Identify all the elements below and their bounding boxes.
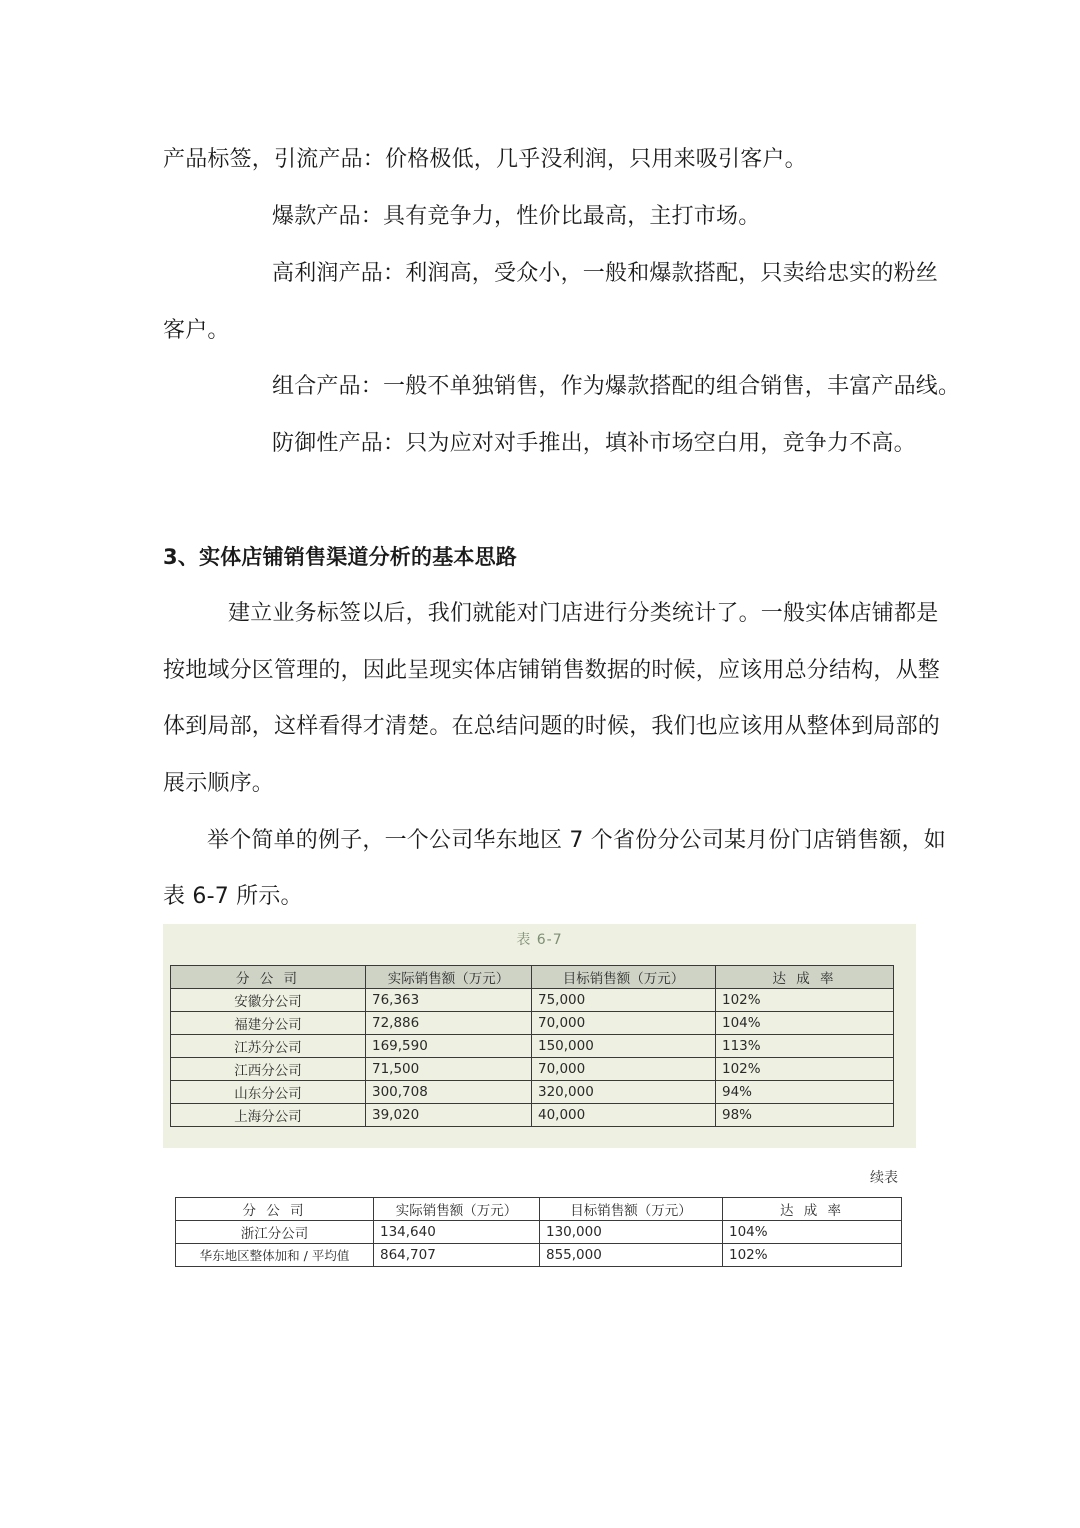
cell-actual: 72,886 [366, 1012, 532, 1035]
cell-branch: 安徽分公司 [171, 989, 366, 1012]
cell-target: 130,000 [540, 1221, 723, 1244]
paragraph-high-profit-product-cont: 客户。 [163, 318, 230, 343]
cell-target: 320,000 [532, 1081, 716, 1104]
header-actual-sales: 实际销售额（万元） [374, 1198, 540, 1221]
cell-target: 70,000 [532, 1058, 716, 1081]
paragraph-defensive-product: 防御性产品：只为应对对手推出，填补市场空白用，竞争力不高。 [272, 431, 916, 456]
cell-actual: 71,500 [366, 1058, 532, 1081]
cell-actual: 864,707 [374, 1244, 540, 1267]
header-branch: 分 公 司 [176, 1198, 374, 1221]
cell-target: 150,000 [532, 1035, 716, 1058]
cell-branch: 上海分公司 [171, 1104, 366, 1127]
section-paragraph-line-2: 按地域分区管理的，因此呈现实体店铺销售数据的时候，应该用总分结构，从整 [163, 658, 941, 683]
table-caption: 表 6-7 [516, 932, 563, 948]
continued-table-label: 续表 [870, 1170, 898, 1186]
table-row [171, 1035, 894, 1058]
cell-rate: 104% [723, 1221, 902, 1244]
section-paragraph-line-3: 体到局部，这样看得才清楚。在总结问题的时候，我们也应该用从整体到局部的 [163, 714, 941, 739]
header-achievement-rate: 达 成 率 [716, 966, 894, 989]
table-row [171, 1104, 894, 1127]
header-branch: 分 公 司 [171, 966, 366, 989]
sales-table-continued [175, 1197, 902, 1267]
paragraph-lead-product: 产品标签，引流产品：价格极低，几乎没利润，只用来吸引客户。 [163, 147, 807, 172]
paragraph-high-profit-product: 高利润产品：利润高，受众小，一般和爆款搭配，只卖给忠实的粉丝 [272, 261, 939, 286]
table-header-row [176, 1198, 902, 1221]
cell-target: 40,000 [532, 1104, 716, 1127]
table-row [176, 1221, 902, 1244]
table-scan-image [163, 924, 916, 1148]
cell-target: 75,000 [532, 989, 716, 1012]
cell-actual: 76,363 [366, 989, 532, 1012]
table-header-row [171, 966, 894, 989]
cell-rate: 102% [716, 989, 894, 1012]
cell-branch: 江西分公司 [171, 1058, 366, 1081]
section-paragraph-line-4: 展示顺序。 [163, 771, 275, 796]
header-actual-sales: 实际销售额（万元） [366, 966, 532, 989]
header-achievement-rate: 达 成 率 [723, 1198, 902, 1221]
section-heading: 3、实体店铺销售渠道分析的基本思路 [163, 545, 518, 569]
table-row [176, 1244, 902, 1267]
sales-table [170, 965, 894, 1127]
example-paragraph-line-1: 举个简单的例子，一个公司华东地区 7 个省份分公司某月份门店销售额，如 [207, 828, 946, 853]
cell-branch: 华东地区整体加和 / 平均值 [176, 1244, 374, 1267]
cell-rate: 104% [716, 1012, 894, 1035]
cell-branch: 福建分公司 [171, 1012, 366, 1035]
cell-branch: 山东分公司 [171, 1081, 366, 1104]
cell-actual: 134,640 [374, 1221, 540, 1244]
cell-actual: 169,590 [366, 1035, 532, 1058]
cell-branch: 江苏分公司 [171, 1035, 366, 1058]
cell-target: 855,000 [540, 1244, 723, 1267]
cell-branch: 浙江分公司 [176, 1221, 374, 1244]
table-row [171, 989, 894, 1012]
cell-rate: 113% [716, 1035, 894, 1058]
table-row [171, 1058, 894, 1081]
cell-rate: 98% [716, 1104, 894, 1127]
header-target-sales: 目标销售额（万元） [540, 1198, 723, 1221]
header-target-sales: 目标销售额（万元） [532, 966, 716, 989]
cell-actual: 39,020 [366, 1104, 532, 1127]
paragraph-hot-product: 爆款产品：具有竞争力，性价比最高，主打市场。 [272, 204, 761, 229]
cell-rate: 102% [716, 1058, 894, 1081]
cell-rate: 94% [716, 1081, 894, 1104]
table-row [171, 1081, 894, 1104]
paragraph-combo-product: 组合产品：一般不单独销售，作为爆款搭配的组合销售，丰富产品线。 [272, 374, 961, 399]
table-row [171, 1012, 894, 1035]
example-paragraph-line-2: 表 6-7 所示。 [163, 884, 303, 909]
cell-actual: 300,708 [366, 1081, 532, 1104]
cell-target: 70,000 [532, 1012, 716, 1035]
section-paragraph-line-1: 建立业务标签以后，我们就能对门店进行分类统计了。一般实体店铺都是 [228, 601, 939, 626]
cell-rate: 102% [723, 1244, 902, 1267]
